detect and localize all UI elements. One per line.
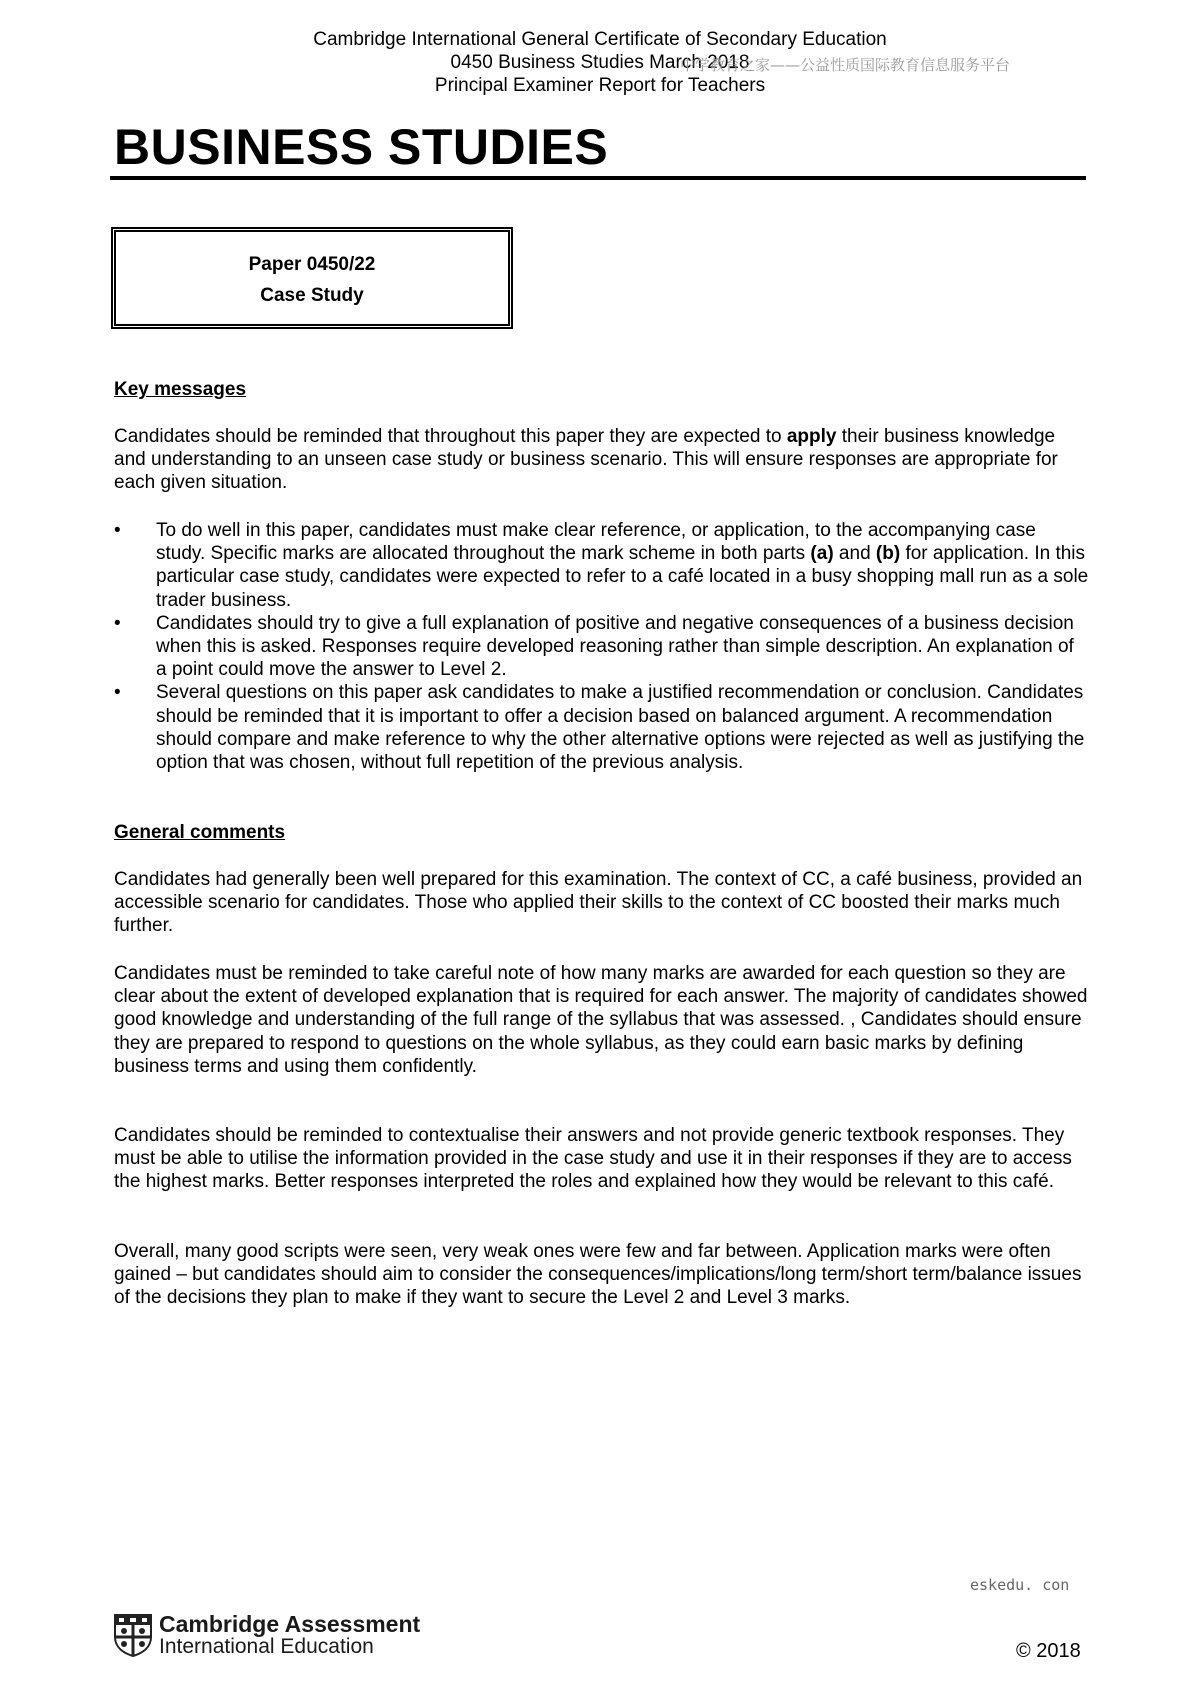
paper-box (111, 227, 513, 329)
header-line-3: Principal Examiner Report for Teachers (434, 75, 766, 96)
key-messages-heading: Key messages (114, 379, 247, 400)
list-item: • To do well in this paper, candidates must make clear reference, or application, to the accompanying case study. Specific marks are allocated throughout the mark scheme in both parts (a) and (b) for application. In this particular case study, candidates were expected to refer to a café located in a busy shopping mall run as a sole trader business. (114, 520, 1089, 611)
header-line-1: Cambridge International General Certificate of Secondary Education (313, 29, 887, 50)
list-item: • Candidates should try to give a full explanation of positive and negative consequences of a business decision when this is asked. Responses require developed reasoning rather than simple description. An explanation of a point could move the answer to Level 2. (114, 612, 1074, 681)
key-messages-intro: Candidates should be reminded that throughout this paper they are expected to apply their business knowledge and understanding to an unseen case study or business scenario. This will ensure responses are appropriate for each given situation. (114, 426, 1058, 494)
site-watermark: eskedu. con (970, 1576, 1070, 1594)
logo-line-1: Cambridge Assessment (159, 1611, 421, 1637)
header-line-2: 0450 Business Studies March 2018 (450, 52, 750, 73)
general-comments-p1: Candidates had generally been well prepared for this examination. The context of CC, a café business, provided an accessible scenario for candidates. Those who applied their skills to the context of CC boosted their marks much further. (114, 869, 1083, 937)
title-divider (110, 176, 1086, 180)
cambridge-logo (113, 1611, 421, 1659)
general-comments-heading: General comments (114, 822, 286, 843)
list-item: • Several questions on this paper ask candidates to make a justified recommendation or conclusion. Candidates should be reminded that it is important to offer a decision based on balanced argument. A recommendation should compare and make reference to why the other alternative options were rejected as well as justifying the option that was chosen, without full repetition of the previous analysis. (114, 682, 1085, 774)
bullet-icon: • (114, 612, 121, 634)
watermark: 中学教育之家——公益性质国际教育信息服务平台 (680, 56, 1011, 74)
crest-icon (113, 1613, 153, 1657)
general-comments-p2: Candidates must be reminded to take careful note of how many marks are awarded for each question so they are clear about the extent of developed explanation that is required for each answer. The majority of candidates showed good knowledge and understanding of the full range of the syllabus that was assessed. , Candidates should ensure they are prepared to respond to questions on the whole syllabus, as they could earn basic marks by defining business terms and using them confidently. (114, 963, 1088, 1077)
bullet-icon: • (114, 682, 121, 704)
copyright: © 2018 (1016, 1640, 1081, 1662)
general-comments-p3: Candidates should be reminded to contextualise their answers and not provide generic textbook responses. They must be able to utilise the information provided in the case study and use it in their responses if they are to access the highest marks. Better responses interpreted the roles and explained how they would be relevant to this café. (114, 1125, 1072, 1193)
page-title: BUSINESS STUDIES (114, 119, 609, 175)
key-messages-list (114, 519, 1089, 774)
general-comments-p4: Overall, many good scripts were seen, very weak ones were few and far between. Application marks were often gained – but candidates should aim to consider the consequences/implications/long term/short term/balance issues of the decisions they plan to make if they want to secure the Level 2 and Level 3 marks. (114, 1241, 1082, 1309)
bullet-icon: • (114, 520, 121, 541)
logo-line-2: International Education (159, 1635, 374, 1658)
paper-number: Paper 0450/22 (248, 254, 376, 275)
paper-subtitle: Case Study (260, 285, 364, 306)
